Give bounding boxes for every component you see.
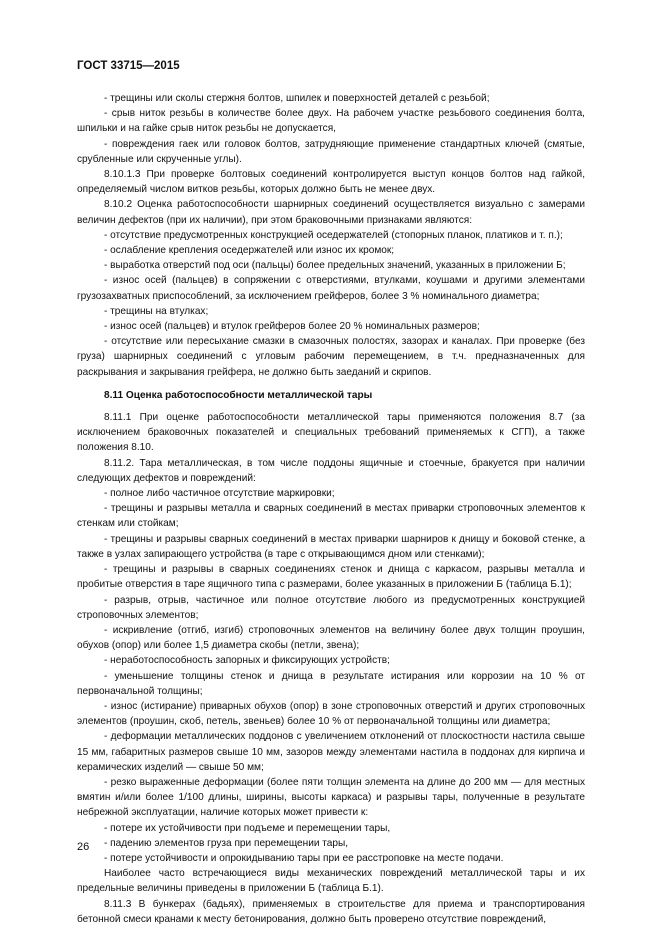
page-number: 26 — [77, 841, 90, 853]
paragraph: Наиболее часто встречающиеся виды механических повреждений металлической тары и их предельные величины приведены в приложении Б (таблица Б.1). — [77, 868, 585, 895]
paragraph: 8.11.1 При оценке работоспособности металлической тары применяются положения 8.7 (за исключением браковочных показателей и специальных требований применяемых к СГП), а также положения 8.10. — [77, 412, 585, 454]
paragraph: - отсутствие предусмотренных конструкцией оседержателей (стопорных планок, платиков и т. п.); — [104, 229, 563, 241]
paragraph-block-1 — [77, 91, 585, 380]
paragraph: - уменьшение толщины стенок и днища в результате истирания или коррозии на 10 % от первоначальной толщины; — [77, 670, 585, 697]
paragraph: - резко выраженные деформации (более пяти толщин элемента на длине до 200 мм — для местных вмятин и/или более 1/100 длины, ширины, высоты каркаса) и разрывы тары, полученные в результате небрежной эксплуатации, наличие которых может привести к: — [77, 776, 585, 819]
paragraph: - трещины на втулках; — [104, 305, 209, 317]
paragraph: - трещины и разрывы в сварных соединениях стенок и днища с каркасом, разрывы металла и пробитые отверстия в таре ящичного типа с размерами, более указанных в приложении Б (таблица Б.1); — [77, 564, 585, 591]
paragraph: - износ осей (пальцев) и втулок грейферов более 20 % номинальных размеров; — [104, 321, 480, 333]
paragraph: - потере их устойчивости при подъеме и перемещении тары, — [104, 822, 391, 834]
paragraph: 8.11.2. Тара металлическая, в том числе поддоны ящичные и стоечные, бракуется при наличии следующих дефектов и повреждений: — [77, 457, 585, 484]
paragraph: 8.10.2 Оценка работоспособности шарнирных соединений осуществляется визуально с замерами величин дефектов (при их наличии), при этом браковочными признаками являются: — [77, 199, 585, 226]
section-title: 8.11 Оценка работоспособности металлической тары — [104, 389, 373, 401]
paragraph: - потере устойчивости и опрокидыванию тары при ее расстроповке на месте подачи. — [104, 852, 504, 864]
paragraph: - трещины или сколы стержня болтов, шпилек и поверхностей деталей с резьбой; — [104, 93, 490, 104]
document-header: ГОСТ 33715—2015 — [77, 60, 180, 72]
paragraph: - деформации металлических поддонов с увеличением отклонений от плоскостности настила свыше 15 мм, габаритных размеров свыше 10 мм, зазоров между элементами настила в поддонах для кирпича и керамических изделий — свыше 50 мм; — [77, 731, 585, 773]
paragraph: - трещины и разрывы сварных соединений в местах приварки шарниров к днищу и боковой стенке, а также в узлах запирающего устройства (в таре с открывающимся дном или стенками); — [77, 533, 585, 560]
paragraph-block-2 — [77, 410, 585, 927]
paragraph: - разрыв, отрыв, частичное или полное отсутствие любого из предусмотренных конструкцией строповочных элементов; — [77, 594, 585, 621]
paragraph: - падению элементов груза при перемещении тары, — [104, 837, 349, 849]
paragraph: - неработоспособность запорных и фиксирующих устройств; — [104, 655, 390, 667]
paragraph: - ослабление крепления оседержателей или износ их кромок; — [104, 245, 395, 257]
paragraph: - трещины и разрывы металла и сварных соединений в местах приварки строповочных элементов к стенкам или стойкам; — [77, 503, 585, 530]
paragraph: - искривление (отгиб, изгиб) строповочных элементов на величину более двух толщин проушин, обухов (опор) или более 1,5 диаметра скобы (петли, звена); — [77, 624, 585, 652]
paragraph: 8.11.3 В бункерах (бадьях), применяемых в строительстве для приема и транспортирования бетонной смеси кранами к месту бетонирования, должно быть проверено отсутствие повреждений, — [77, 898, 585, 925]
paragraph: - выработка отверстий под оси (пальцы) более предельных значений, указанных в приложении Б; — [104, 260, 566, 272]
paragraph: 8.10.1.3 При проверке болтовых соединений контролируется выступ концов болтов над гайкой, определяемый числом витков резьбы, которых должно быть не менее двух. — [77, 169, 585, 196]
paragraph: - срыв ниток резьбы в количестве более двух. На рабочем участке резьбового соединения болта, шпильки и на гайке срыв ниток резьбы не допускается, — [77, 108, 585, 135]
page-content — [77, 91, 585, 927]
paragraph: - отсутствие или пересыхание смазки в смазочных полостях, зазорах и каналах. При проверке (без груза) шарнирных соединений с угловым рабочим перемещением, в т.ч. предназначенных для раскрывания и закрывания грейфера, не должно быть заеданий и скрипов. — [77, 336, 585, 378]
paragraph: - полное либо частичное отсутствие маркировки; — [104, 488, 335, 500]
paragraph: - повреждения гаек или головок болтов, затрудняющие применение стандартных ключей (смятые, срубленные или скрученные углы). — [77, 138, 585, 165]
paragraph: - износ осей (пальцев) в сопряжении с отверстиями, втулками, коушами и другими элементами грузозахватных приспособлений, за исключением грейферов, более 3 % номинального диаметра; — [77, 275, 585, 302]
paragraph: - износ (истирание) приварных обухов (опор) в зоне строповочных отверстий и других строповочных элементов (проушин, скоб, петель, звеньев) более 10 % от первоначальной толщины или диаметра; — [77, 700, 585, 728]
